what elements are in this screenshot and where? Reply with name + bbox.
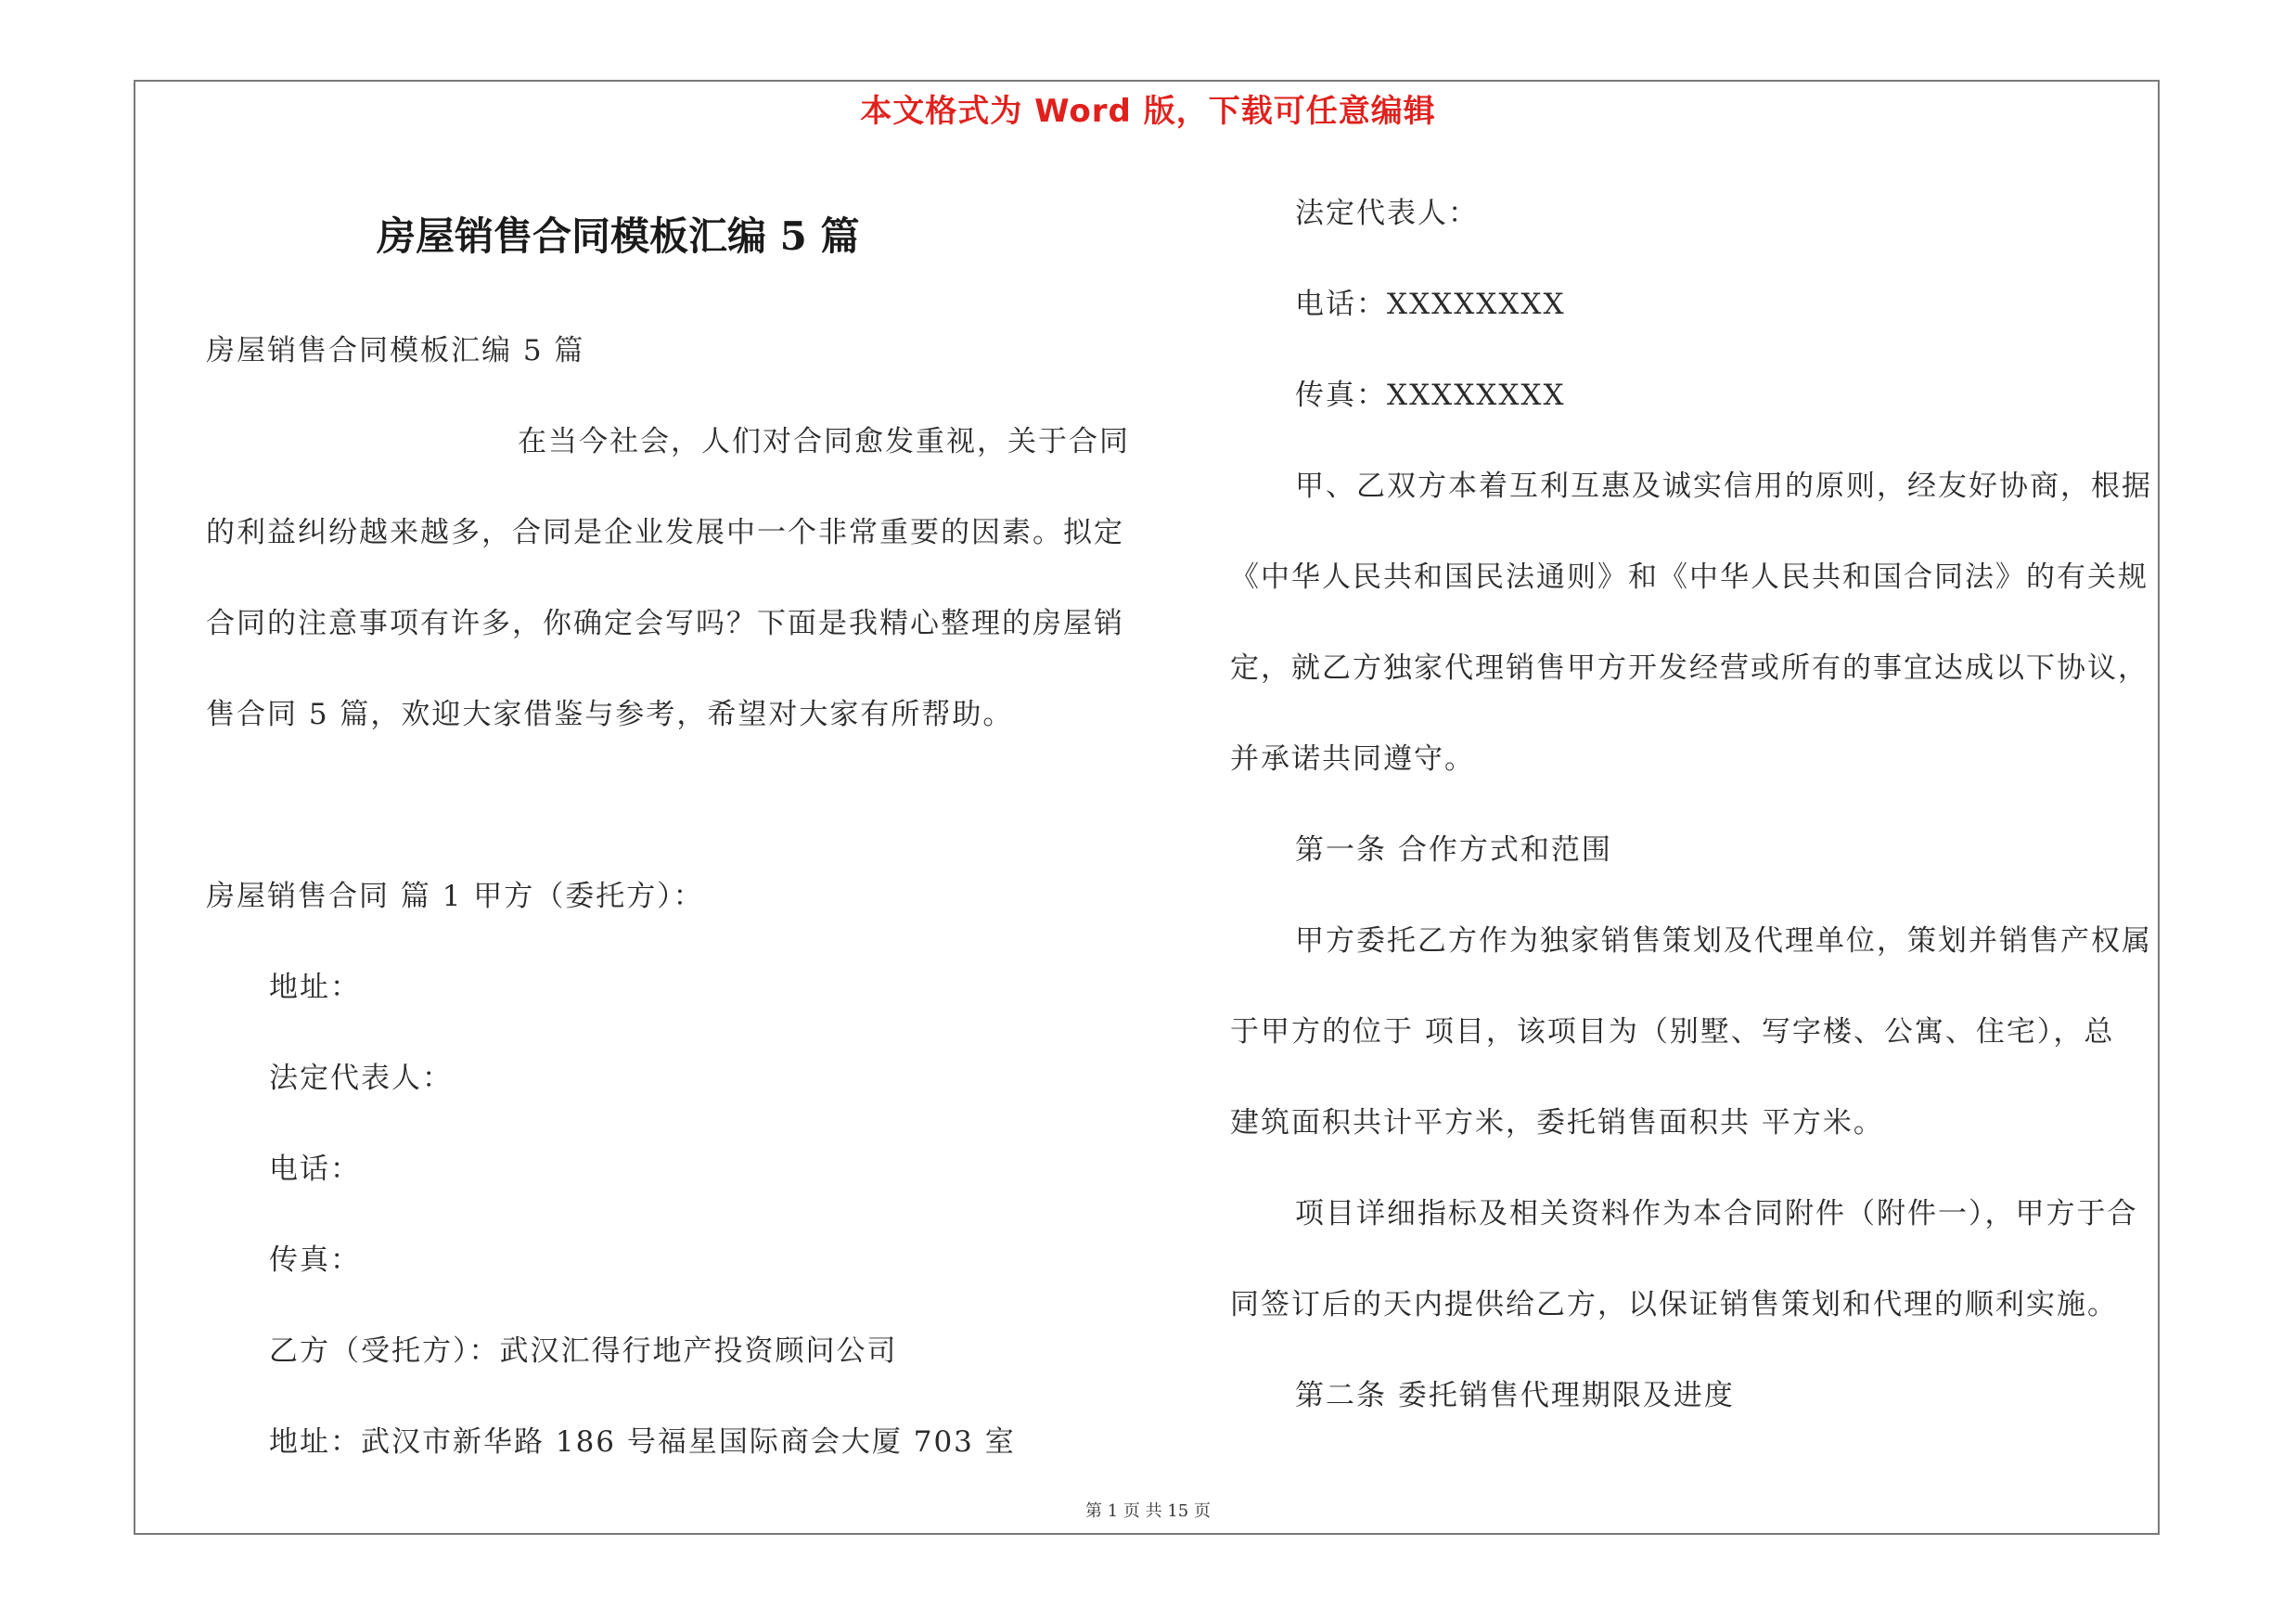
right-paragraph-line: 甲、乙双方本着互利互惠及诚实信用的原则，经友好协商，根据 (1295, 470, 2152, 503)
left-line-subtitle: 房屋销售合同模板汇编 5 篇 (206, 334, 585, 367)
right-paragraph-line: 定，就乙方独家代理销售甲方开发经营或所有的事宜达成以下协议， (1230, 651, 2148, 685)
party-a-legal-rep: 法定代表人： (269, 1062, 453, 1095)
party-b-legal-rep: 法定代表人： (1295, 197, 1479, 230)
left-paragraph-line: 合同的注意事项有许多，你确定会写吗？下面是我精心整理的房屋销 (206, 607, 1124, 640)
left-paragraph-line: 的利益纠纷越来越多，合同是企业发展中一个非常重要的因素。拟定 (206, 516, 1124, 549)
article-two-heading: 第二条 委托销售代理期限及进度 (1295, 1379, 1735, 1412)
contract-heading-party-a: 房屋销售合同 篇 1 甲方（委托方）： (206, 880, 704, 913)
party-b-phone: 电话：XXXXXXXX (1295, 288, 1566, 321)
party-a-fax: 传真： (269, 1243, 361, 1277)
article-one-heading: 第一条 合作方式和范围 (1295, 833, 1612, 867)
right-paragraph-line: 《中华人民共和国民法通则》和《中华人民共和国合同法》的有关规 (1230, 560, 2148, 594)
party-b-address: 地址：武汉市新华路 186 号福星国际商会大厦 703 室 (269, 1425, 1016, 1459)
party-b-name: 乙方（受托方）：武汉汇得行地产投资顾问公司 (269, 1334, 898, 1368)
word-format-banner: 本文格式为 Word 版，下载可任意编辑 (860, 93, 1436, 130)
page-number-footer: 第 1 页 共 15 页 (1085, 1501, 1211, 1521)
right-paragraph-line: 项目详细指标及相关资料作为本合同附件（附件一），甲方于合 (1295, 1197, 2138, 1230)
left-paragraph-line: 售合同 5 篇，欢迎大家借鉴与参考，希望对大家有所帮助。 (206, 698, 1014, 731)
party-a-phone: 电话： (269, 1153, 361, 1186)
right-paragraph-line: 并承诺共同遵守。 (1230, 742, 1475, 776)
right-paragraph-line: 建筑面积共计平方米，委托销售面积共 平方米。 (1230, 1106, 1884, 1140)
right-paragraph-line: 甲方委托乙方作为独家销售策划及代理单位，策划并销售产权属 (1295, 924, 2152, 958)
right-paragraph-line: 同签订后的天内提供给乙方，以保证销售策划和代理的顺利实施。 (1230, 1288, 2118, 1321)
right-paragraph-line: 于甲方的位于 项目，该项目为（别墅、写字楼、公寓、住宅），总 (1230, 1015, 2115, 1049)
party-a-address: 地址： (269, 971, 361, 1004)
document-title: 房屋销售合同模板汇编 5 篇 (377, 213, 860, 259)
left-paragraph-line: 在当今社会，人们对合同愈发重视，关于合同 (518, 425, 1130, 458)
party-b-fax: 传真：XXXXXXXX (1295, 379, 1566, 412)
